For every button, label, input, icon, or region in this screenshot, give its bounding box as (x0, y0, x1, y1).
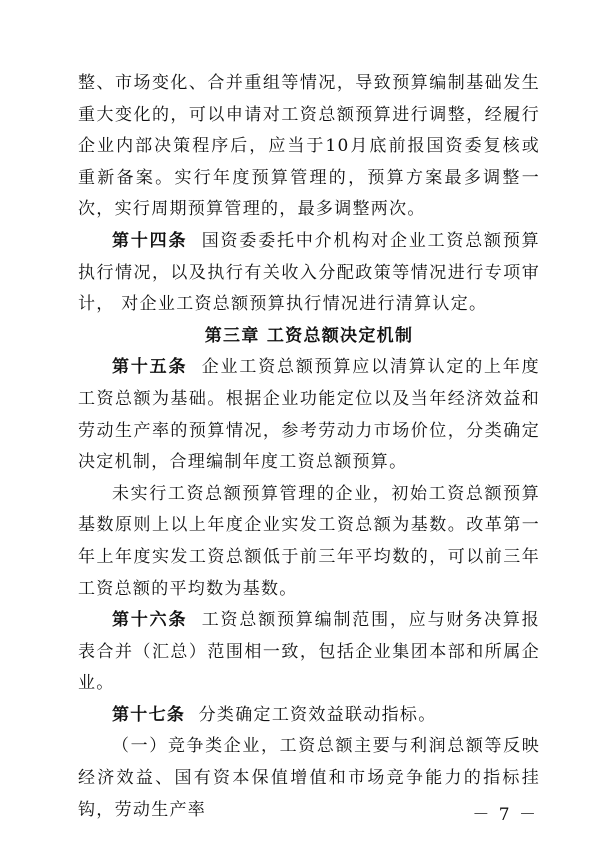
article-15-paragraph (78, 352, 540, 478)
article-17-label: 第十七条 (112, 704, 186, 725)
article-14-paragraph (78, 226, 540, 321)
article-14-label: 第十四条 (112, 230, 188, 251)
article-15-text: 企业工资总额预算应以清算认定的上年度工资总额为基础。根据企业功能定位以及当年经济效益和劳动生产率的预算情况，参考劳动力市场价位，分类确定决定机制，合理编制年度工资总额预算。 (78, 357, 540, 473)
article-17-text: 分类确定工资效益联动指标。 (198, 704, 437, 725)
unimplemented-enterprise-paragraph: 未实行工资总额预算管理的企业，初始工资总额预算基数原则上以上年度企业实发工资总额为基数。改革第一年上年度实发工资总额低于前三年平均数的，可以前三年工资总额的平均数为基数。 (78, 483, 540, 599)
article-16-paragraph (78, 605, 540, 700)
article-17-paragraph (78, 700, 540, 732)
article-16-label: 第十六条 (112, 610, 188, 631)
chapter-3-heading: 第三章 工资总额决定机制 (204, 325, 414, 346)
page-number: － 7 － (472, 805, 538, 825)
document-body (78, 68, 540, 826)
continuation-paragraph: 整、市场变化、合并重组等情况，导致预算编制基础发生重大变化的，可以申请对工资总额预算进行调整，经履行企业内部决策程序后，应当于10月底前报国资委复核或重新备案。实行年度预算管理的，预算方案最多调整一次，实行周期预算管理的，最多调整两次。 (78, 73, 540, 220)
article-14-text: 国资委委托中介机构对企业工资总额预算执行情况，以及执行有关收入分配政策等情况进行专项审计， 对企业工资总额预算执行情况进行清算认定。 (78, 230, 540, 315)
article-16-text: 工资总额预算编制范围，应与财务决算报表合并（汇总）范围相一致，包括企业集团本部和所属企业。 (78, 610, 540, 694)
article-15-label: 第十五条 (112, 357, 188, 378)
item-1-paragraph: （一）竞争类企业，工资总额主要与利润总额等反映经济效益、国有资本保值增值和市场竞争能力的指标挂钩，劳动生产率 (78, 736, 540, 820)
